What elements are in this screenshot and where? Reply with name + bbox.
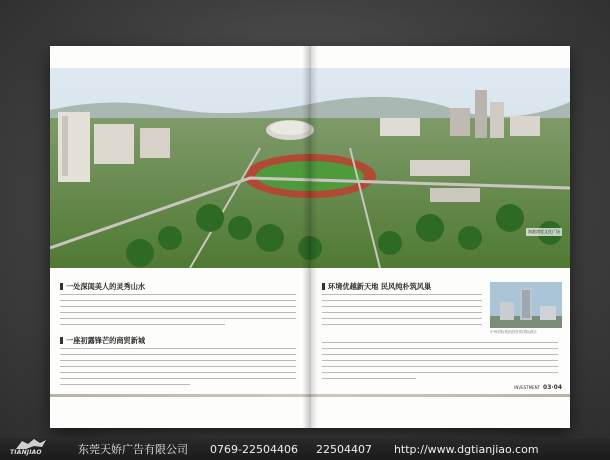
footer-bar bbox=[50, 394, 570, 397]
footer-section: INVESTMENT bbox=[514, 385, 541, 390]
aerial-city-photo bbox=[50, 68, 570, 268]
company-name: 东莞天娇广告有限公司 bbox=[78, 443, 188, 456]
brochure-spread bbox=[50, 46, 570, 428]
right-body-text-1 bbox=[322, 294, 482, 334]
left-heading-1-text: 一处深闺美人的灵秀山水 bbox=[66, 282, 146, 291]
left-heading-1 bbox=[60, 282, 145, 292]
left-body-text-1 bbox=[60, 294, 296, 332]
right-body-text-2 bbox=[322, 342, 558, 384]
left-heading-2-text: 一座初露锋芒的商贸新城 bbox=[66, 336, 146, 345]
website-link[interactable]: http://www.dgtianjiao.com bbox=[393, 442, 539, 456]
tianjiao-logo bbox=[6, 438, 66, 460]
photo-caption: 海港湾度文化广场 bbox=[528, 229, 560, 234]
left-body-text-2 bbox=[60, 348, 296, 388]
inset-caption: 中州国际集团投资的国际酒店 bbox=[490, 330, 537, 334]
bottom-banner bbox=[0, 438, 610, 460]
hotel-inset-photo bbox=[490, 282, 562, 328]
left-heading-2 bbox=[60, 336, 145, 346]
heading-marker bbox=[60, 283, 63, 290]
heading-marker bbox=[60, 337, 63, 344]
right-heading-1 bbox=[322, 282, 431, 292]
phone-number-1: 0769-22504406 bbox=[210, 442, 298, 456]
right-heading-1-text: 环境优越新天地 民风纯朴筑风巢 bbox=[328, 282, 432, 291]
heading-marker bbox=[322, 283, 325, 290]
footer-page-numbers: 03·04 bbox=[543, 384, 562, 391]
logo-text: TIANJIAO bbox=[10, 449, 42, 456]
phone-number-2: 22504407 bbox=[315, 442, 372, 456]
footer-label bbox=[514, 384, 562, 391]
